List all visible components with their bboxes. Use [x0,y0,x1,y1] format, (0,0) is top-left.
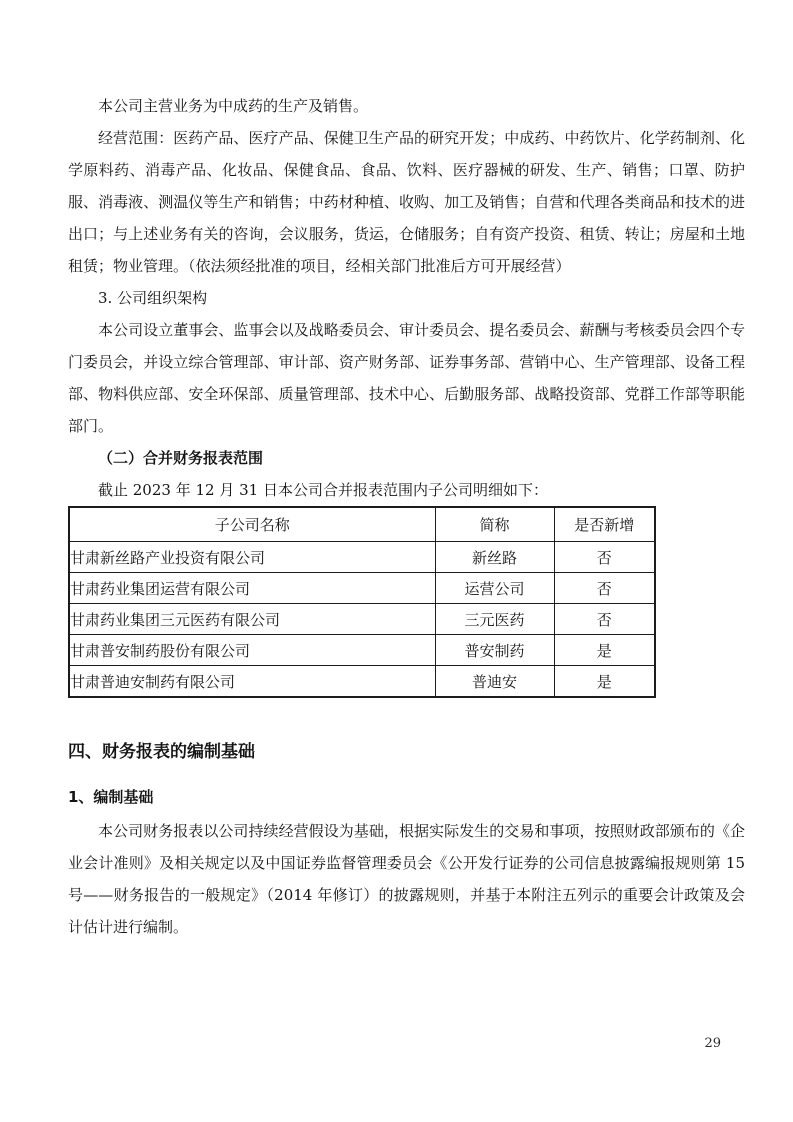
heading-consolidation-scope: （二）合并财务报表范围 [98,449,264,467]
table-row [69,635,655,666]
table-row [69,604,655,635]
column-header-newly-added: 是否新增 [554,507,655,542]
subsidiary-short: 运营公司 [435,573,554,604]
subsidiary-new: 否 [554,542,655,573]
heading-section-four: 四、财务报表的编制基础 [68,742,255,762]
subsidiary-name: 甘肃普迪安制药有限公司 [69,666,435,698]
subsidiary-new: 否 [554,573,655,604]
paragraph-business-scope: 经营范围：医药产品、医疗产品、保健卫生产品的研究开发；中成药、中药饮片、化学药制剂、化学原料药、消毒产品、化妆品、保健食品、食品、饮料、医疗器械的研发、生产、销售；口罩、防护服、消毒液、测温仪等生产和销售；中药材种植、收购、加工及销售；自营和代理各类商品和技术的进出口；与上述业务有关的咨询，会议服务，货运，仓储服务；自有资产投资、租赁、转让；房屋和土地租赁；物业管理。（依法须经批准的项目，经相关部门批准后方可开展经营） [68,129,745,275]
paragraph-scope-intro: 截止 2023 年 12 月 31 日本公司合并报表范围内子公司明细如下： [98,481,548,499]
heading-sub-one: 1、编制基础 [68,788,154,806]
subsidiary-name: 甘肃药业集团三元医药有限公司 [69,604,435,635]
paragraph-preparation-basis: 本公司财务报表以公司持续经营假设为基础，根据实际发生的交易和事项，按照财政部颁布的《企业会计准则》及相关规定以及中国证券监督管理委员会《公开发行证券的公司信息披露编报规则第 15 号——财务报告的一般规定》（2014 年修订）的披露规则，并基于本附注五列示的重要会计政策及会计估计进行编制。 [68,822,745,936]
subsidiary-name: 甘肃药业集团运营有限公司 [69,573,435,604]
subsidiaries-table [68,506,656,698]
subsidiary-name: 甘肃普安制药股份有限公司 [69,635,435,666]
subsidiary-short: 普安制药 [435,635,554,666]
table-row [69,666,655,698]
subsidiary-new: 是 [554,635,655,666]
subsidiary-name: 甘肃新丝路产业投资有限公司 [69,542,435,573]
column-header-subsidiary-name: 子公司名称 [69,507,435,542]
subsidiary-new: 是 [554,666,655,698]
subsidiary-new: 否 [554,604,655,635]
subsidiary-short: 新丝路 [435,542,554,573]
column-header-short-name: 简称 [435,507,554,542]
table-header-row [69,507,655,542]
page-number: 29 [704,1036,721,1051]
paragraph-main-business: 本公司主营业务为中成药的生产及销售。 [98,97,369,115]
table-row [69,542,655,573]
subsidiary-short: 普迪安 [435,666,554,698]
paragraph-org-structure-body: 本公司设立董事会、监事会以及战略委员会、审计委员会、提名委员会、薪酬与考核委员会四个专门委员会，并设立综合管理部、审计部、资产财务部、证券事务部、营销中心、生产管理部、设备工程部、物料供应部、安全环保部、质量管理部、技术中心、后勤服务部、战略投资部、党群工作部等职能部门。 [68,321,745,435]
table-row [69,573,655,604]
paragraph-org-structure-label: 3. 公司组织架构 [98,289,208,307]
subsidiary-short: 三元医药 [435,604,554,635]
